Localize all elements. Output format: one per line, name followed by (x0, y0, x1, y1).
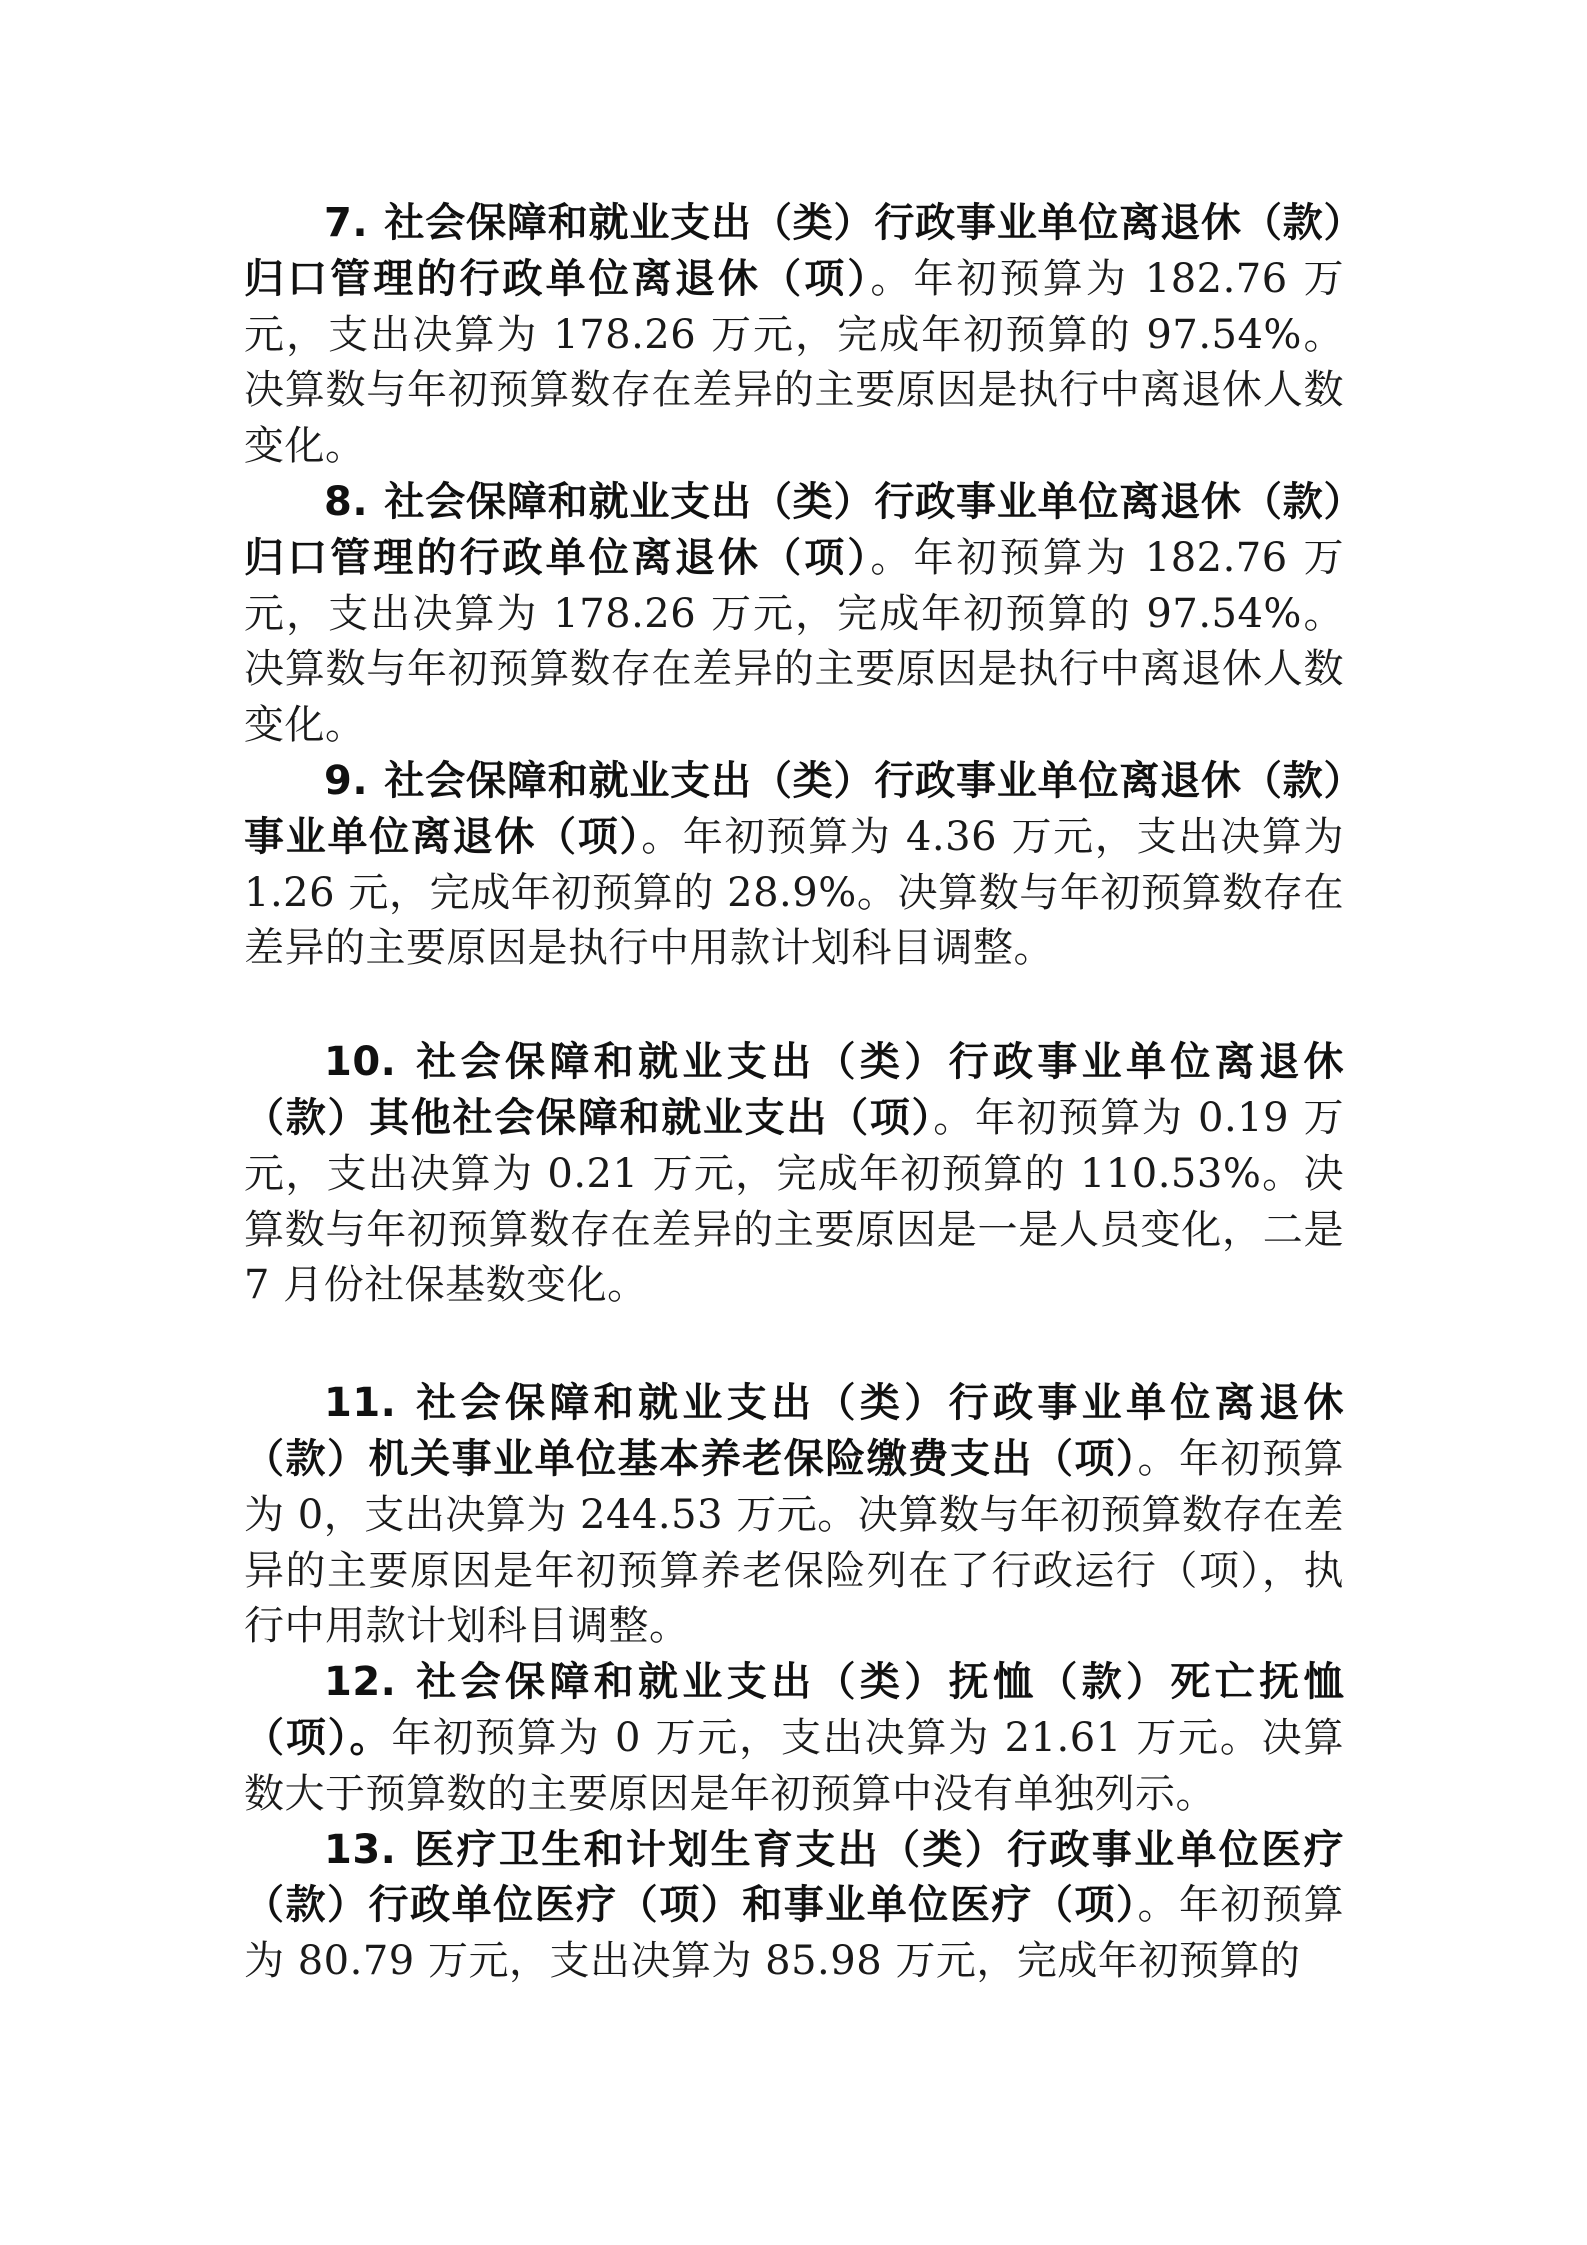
item-number: 8. (324, 478, 369, 525)
item-body: 。年初预算为 182.76 万元，支出决算为 178.26 万元，完成年初预算的 97.54%。决算数与年初预算数存在差异的主要原因是执行中离退休人数变化。 (244, 255, 1345, 470)
item-body: 年初预算为 0 万元，支出决算为 21.61 万元。决算数大于预算数的主要原因是年初预算中没有单独列示。 (244, 1714, 1344, 1817)
item-heading: 社会保障和就业支出（类）行政事业单位离退休（款）归口管理的行政单位离退休（项） (244, 200, 1344, 302)
item-heading: 医疗卫生和计划生育支出（类）行政事业单位医疗（款）行政单位医疗（项）和事业单位医疗（项） (244, 1826, 1344, 1929)
paragraph-13 (244, 1823, 1344, 1990)
item-heading: 社会保障和就业支出（类）行政事业单位离退休（款）其他社会保障和就业支出（项） (244, 1039, 1344, 1141)
item-heading: 社会保障和就业支出（类）抚恤（款）死亡抚恤（项）。 (244, 1659, 1344, 1761)
paragraph-12 (244, 1655, 1344, 1822)
item-body: 。年初预算为 0.19 万元，支出决算为 0.21 万元，完成年初预算的 110.53%。决算数与年初预算数存在差异的主要原因是一是人员变化，二是 7 月份社保基数变化。 (244, 1094, 1345, 1309)
item-number: 9. (324, 757, 369, 804)
paragraph-7 (244, 196, 1344, 475)
item-number: 12. (324, 1659, 397, 1706)
paragraph-10 (244, 1035, 1344, 1314)
item-body: 。年初预算为 0，支出决算为 244.53 万元。决算数与年初预算数存在差异的主要原因是年初预算养老保险列在了行政运行（项），执行中用款计划科目调整。 (244, 1435, 1345, 1650)
item-body: 。年初预算为 80.79 万元，支出决算为 85.98 万元，完成年初预算的 (244, 1882, 1345, 1985)
paragraph-11 (244, 1376, 1344, 1655)
paragraph-8 (244, 475, 1344, 754)
item-number: 10. (324, 1039, 397, 1086)
item-number: 7. (324, 200, 369, 246)
item-heading: 社会保障和就业支出（类）行政事业单位离退休（款）归口管理的行政单位离退休（项） (244, 478, 1344, 581)
item-number: 13. (324, 1826, 397, 1873)
item-body: 。年初预算为 182.76 万元，支出决算为 178.26 万元，完成年初预算的 97.54%。决算数与年初预算数存在差异的主要原因是执行中离退休人数变化。 (244, 534, 1345, 749)
item-body: 。年初预算为 4.36 万元，支出决算为 1.26 元，完成年初预算的 28.9%。决算数与年初预算数存在差异的主要原因是执行中用款计划科目调整。 (244, 813, 1344, 972)
item-heading: 社会保障和就业支出（类）行政事业单位离退休（款）事业单位离退休（项） (244, 757, 1344, 860)
document-body (244, 196, 1344, 1990)
item-heading: 社会保障和就业支出（类）行政事业单位离退休（款）机关事业单位基本养老保险缴费支出（项） (244, 1380, 1344, 1482)
item-number: 11. (324, 1380, 397, 1427)
paragraph-9 (244, 754, 1344, 977)
